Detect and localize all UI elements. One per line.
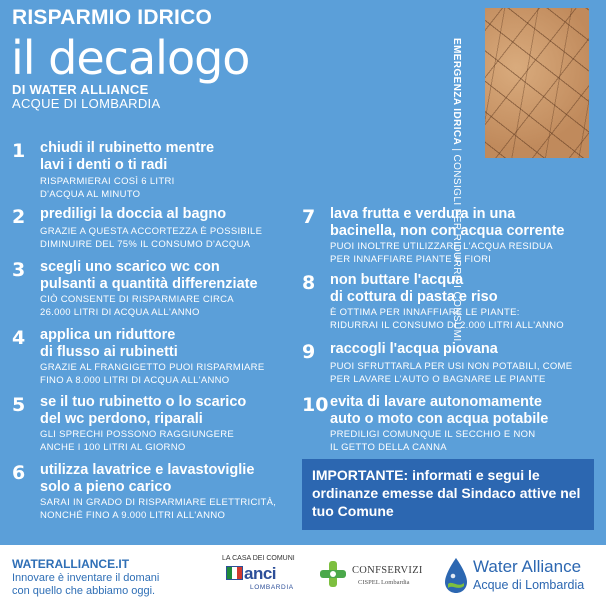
- footer-tagline-line2: con quello che abbiamo oggi.: [12, 585, 156, 597]
- important-lead: IMPORTANTE:: [312, 467, 409, 483]
- tip-number: 4: [12, 327, 26, 349]
- tip-description: RISPARMIERAI COSÌ 6 LITRI D'ACQUA AL MINUTO: [40, 176, 175, 200]
- tip-number: 1: [12, 140, 26, 162]
- anci-logo-region: LOMBARDIA: [250, 584, 294, 591]
- footer-tagline-line1: Innovare è inventare il domani: [12, 572, 160, 584]
- tip-number: 5: [12, 394, 26, 416]
- tip-description: GRAZIE A QUESTA ACCORTEZZA È POSSIBILE DIMINUIRE DEL 75% IL CONSUMO D'ACQUA: [40, 226, 263, 250]
- anci-logo: [222, 555, 304, 595]
- water-drop-icon: [443, 557, 469, 595]
- tip-number: 8: [302, 272, 316, 294]
- cracked-earth-image: [485, 8, 589, 158]
- tip-heading: lava frutta e verdura in una bacinella, non con acqua corrente: [330, 206, 565, 239]
- tip-description: PUOI SFRUTTARLA PER USI NON POTABILI, COME PER LAVARE L'AUTO O BAGNARE LE PIANTE: [330, 361, 573, 385]
- tip-number: 6: [12, 462, 26, 484]
- side-banner-rest: | CONSIGLI PER RIDURRE I CONSUMI: [451, 145, 462, 342]
- important-notice: [302, 459, 594, 530]
- tip-description: PUOI INOLTRE UTILIZZARE L'ACQUA RESIDUA PER INNAFFIARE PIANTE E FIORI: [330, 241, 553, 265]
- footer: [0, 545, 606, 606]
- tip-description: SARAI IN GRADO DI RISPARMIARE ELETTRICITÀ, NONCHÉ FINO A 9.000 LITRI ALL'ANNO: [40, 497, 277, 521]
- tip-heading: se il tuo rubinetto o lo scarico del wc perdono, riparali: [40, 394, 247, 427]
- confservizi-name: CONFSERVIZI: [352, 565, 423, 576]
- anci-flag-icon: [226, 566, 243, 580]
- water-alliance-logo: [443, 555, 603, 599]
- confservizi-logo: [318, 559, 428, 593]
- confservizi-sub: CISPEL Lombardia: [358, 579, 410, 586]
- tip-description: PREDILIGI COMUNQUE IL SECCHIO E NON IL GETTO DELLA CANNA: [330, 429, 536, 453]
- confservizi-cross-icon: [318, 559, 348, 589]
- tip-heading: scegli uno scarico wc con pulsanti a quantità differenziate: [40, 259, 258, 292]
- poster-subtitle-bold: DI WATER ALLIANCE: [12, 82, 149, 97]
- tip-description: CIÒ CONSENTE DI RISPARMIARE CIRCA 26.000 LITRI DI ACQUA ALL'ANNO: [40, 294, 234, 318]
- anci-logo-mark: anci: [244, 564, 277, 583]
- important-text: informati e segui le ordinanze emesse dal Sindaco attive nel tuo Comune: [312, 467, 581, 519]
- tip-heading: prediligi la doccia al bagno: [40, 206, 227, 222]
- tip-heading: evita di lavare autonomamente auto o moto con acqua potabile: [330, 394, 549, 427]
- tip-heading: raccogli l'acqua piovana: [330, 341, 498, 357]
- tip-heading: applica un riduttore di flusso ai rubinetti: [40, 327, 178, 360]
- tip-heading: non buttare l'acqua di cottura di pasta e riso: [330, 272, 498, 305]
- poster-subtitle: ACQUE DI LOMBARDIA: [12, 96, 161, 111]
- tip-number: 10: [302, 394, 329, 416]
- tip-description: GLI SPRECHI POSSONO RAGGIUNGERE ANCHE I 100 LITRI AL GIORNO: [40, 429, 235, 453]
- poster-kicker: RISPARMIO IDRICO: [12, 6, 212, 29]
- tip-description: È OTTIMA PER INNAFFIARE LE PIANTE: RIDURRAI IL CONSUMO DI 2.000 LITRI ALL'ANNO: [330, 307, 564, 331]
- tip-number: 3: [12, 259, 26, 281]
- water-alliance-name: Water Alliance: [473, 557, 582, 576]
- tip-heading: utilizza lavatrice e lavastoviglie solo a pieno carico: [40, 462, 255, 495]
- tip-heading: chiudi il rubinetto mentre lavi i denti o ti radi: [40, 140, 215, 173]
- poster-title: il decalogo: [11, 31, 250, 85]
- anci-logo-top: LA CASA DEI COMUNI: [222, 555, 295, 562]
- tip-number: 7: [302, 206, 316, 228]
- tip-number: 9: [302, 341, 316, 363]
- water-alliance-sub: Acque di Lombardia: [473, 578, 585, 592]
- tip-number: 2: [12, 206, 26, 228]
- side-banner-bold: EMERGENZA IDRICA: [451, 38, 462, 146]
- website-link[interactable]: WATERALLIANCE.IT: [12, 557, 130, 571]
- tip-description: GRAZIE AL FRANGIGETTO PUOI RISPARMIARE FINO A 8.000 LITRI DI ACQUA ALL'ANNO: [40, 362, 265, 386]
